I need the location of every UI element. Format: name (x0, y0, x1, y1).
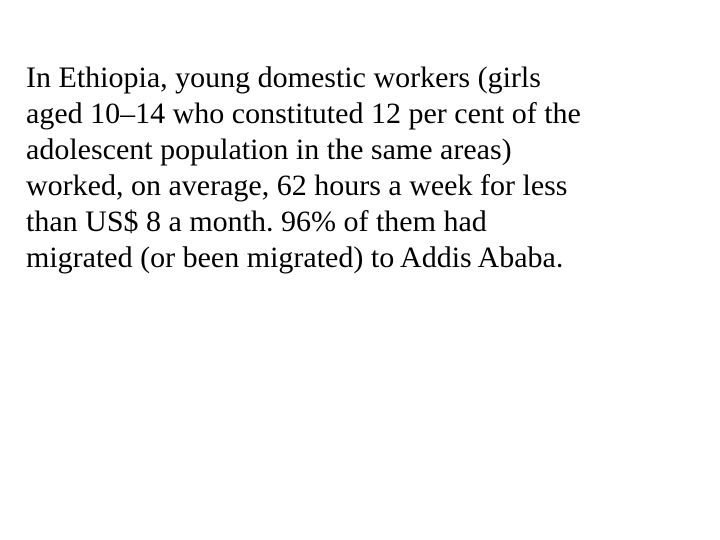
text-line: In Ethiopia, young domestic workers (girls (26, 61, 541, 94)
slide-body-text (26, 60, 706, 276)
text-line: aged 10–14 who constituted 12 per cent of the (26, 97, 581, 130)
text-line: worked, on average, 62 hours a week for less (26, 169, 568, 202)
text-line: migrated (or been migrated) to Addis Ababa. (26, 241, 564, 274)
text-line: adolescent population in the same areas) (26, 133, 512, 166)
text-line: than US$ 8 a month. 96% of them had (26, 205, 487, 238)
